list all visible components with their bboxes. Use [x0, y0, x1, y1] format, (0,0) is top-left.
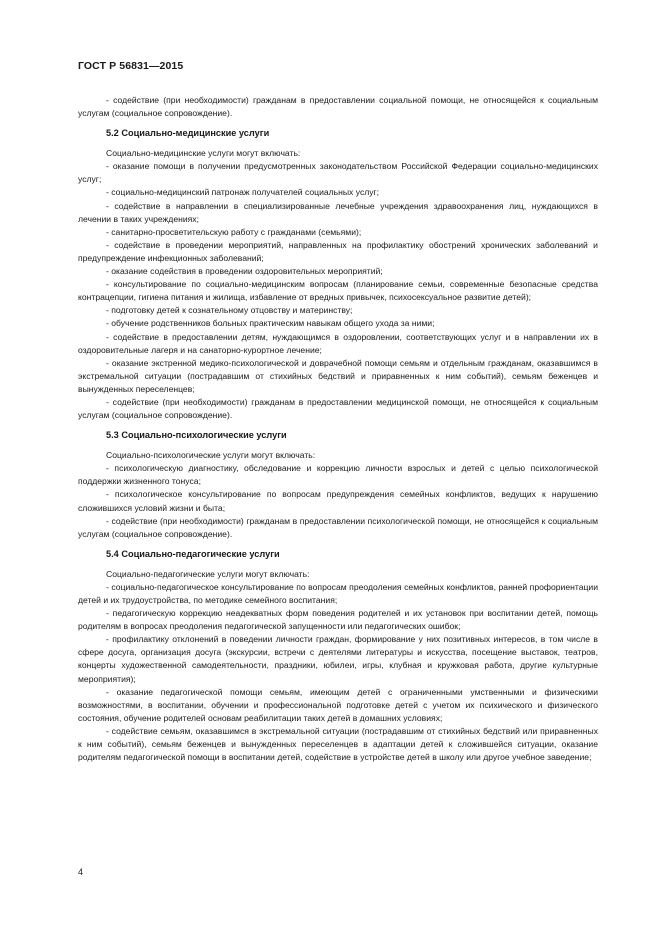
list-item: - содействие семьям, оказавшимся в экстремальной ситуации (пострадавшим от стихийных бедствий или приравненных к ним событий), семьям беженцев и вынужденных переселенцев в адаптации детей к сложившейся ситуации, оказание родителям педагогической помощи в воспитании детей, содействие в устройстве детей в школу или другое учебное заведение;: [78, 725, 598, 763]
section-heading-5-2: 5.2 Социально-медицинские услуги: [106, 128, 270, 139]
list-item: - содействие в направлении в специализированные лечебные учреждения здравоохранения лиц, нуждающихся в лечении в таких учреждениях;: [78, 200, 598, 224]
list-item: - психологическое консультирование по вопросам предупреждения семейных конфликтов, ведущих к нарушению сложившихся условий жизни и быта;: [78, 489, 598, 513]
list-item: - содействие (при необходимости) гражданам в предоставлении психологической помощи, не относящейся к социальным услугам (социальное сопровождение).: [78, 515, 598, 539]
section-heading-5-3: 5.3 Социально-психологические услуги: [106, 430, 287, 441]
list-item: - оказание содействия в проведении оздоровительных мероприятий;: [106, 266, 383, 277]
list-item: - содействие в проведении мероприятий, направленных на профилактику обострений хронических заболеваний и предупреждение инфекционных заболеваний;: [78, 239, 598, 263]
list-item: - обучение родственников больных практическим навыкам общего ухода за ними;: [106, 318, 435, 329]
list-item: - оказание педагогической помощи семьям, имеющим детей с ограниченными умственными и физическими возможностями, в воспитании, обучении и профессиональной подготовке детей с учетом их психического и физического состояния, обучение родителей основам реабилитации таких детей в домашних условиях;: [78, 686, 598, 723]
paragraph: - содействие (при необходимости) гражданам в предоставлении социальной помощи, не относящейся к социальным услугам (социальное сопровождение).: [78, 95, 598, 119]
list-item: - педагогическую коррекцию неадекватных форм поведения родителей и их установок при воспитании детей, помощь родителям в вопросах преодоления педагогической запущенности или педагогических ошибок;: [78, 608, 598, 632]
list-item: - содействие в предоставлении детям, нуждающимся в оздоровлении, соответствующих услуг и в направлении их в оздоровительные лагеря и на санаторно-курортное лечение;: [78, 331, 598, 355]
list-item: - оказание экстренной медико-психологической и доврачебной помощи семьям и отдельным гражданам, оказавшимся в экстремальной ситуации (пострадавшим от стихийных бедствий и приравненных к ним событий), семьям беженцев и вынужденных переселенцев;: [78, 357, 598, 394]
document-body: [78, 94, 598, 764]
list-item: - санитарно-просветительскую работу с гражданами (семьями);: [106, 226, 362, 237]
list-item: - подготовку детей к сознательному отцовству и материнству;: [106, 305, 353, 316]
section-heading-5-4: 5.4 Социально-педагогические услуги: [106, 548, 280, 559]
standard-header: ГОСТ Р 56831—2015: [78, 60, 184, 72]
list-item: - оказание помощи в получении предусмотренных законодательством Российской Федерации социально-медицинских услуг;: [78, 161, 598, 185]
list-item: - консультирование по социально-медицинским вопросам (планирование семьи, современные безопасные средства контрацепции, гигиена питания и жилища, избавление от вредных привычек, психосексуальное развитие детей);: [78, 279, 598, 303]
paragraph: Социально-педагогические услуги могут включать:: [106, 568, 310, 579]
page-number: 4: [78, 867, 84, 877]
paragraph: Социально-психологические услуги могут включать:: [106, 450, 316, 461]
list-item: - профилактику отклонений в поведении личности граждан, формирование у них позитивных интересов, в том числе в сфере досуга, организация досуга (экскурсии, встречи с деятелями литературы и искусства, посещение выставок, театров, концерты художественной самодеятельности, праздники, юбилеи, игры, клубная и кружковая работа, другие культурные мероприятия);: [78, 634, 598, 684]
list-item: - содействие (при необходимости) гражданам в предоставлении медицинской помощи, не относящейся к социальным услугам (социальное сопровождение).: [78, 396, 598, 421]
paragraph: Социально-медицинские услуги могут включать:: [106, 148, 301, 159]
list-item: - социально-медицинский патронаж получателей социальных услуг;: [106, 187, 380, 198]
list-item: - психологическую диагностику, обследование и коррекцию личности взрослых и детей с целью психологической поддержки жизненного тонуса;: [78, 463, 598, 487]
list-item: - социально-педагогическое консультирование по вопросам преодоления семейных конфликтов, ранней профориентации детей и их трудоустройства, по методике семейного воспитания;: [78, 581, 598, 605]
